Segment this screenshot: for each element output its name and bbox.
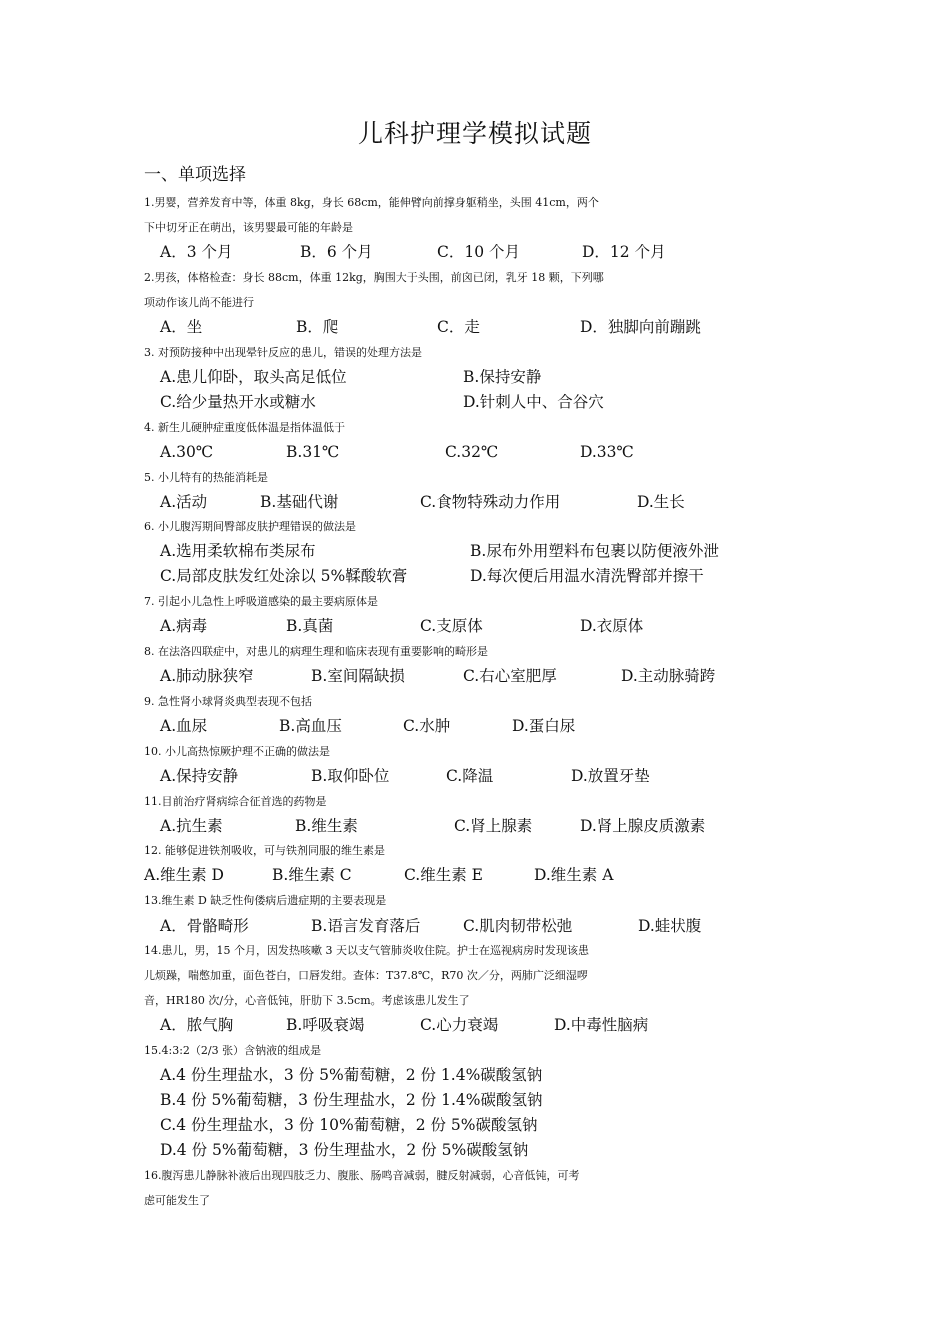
question-14-stem-cont-2: 音，HR180 次/分，心音低钝，肝肋下 3.5cm。考虑该患儿发生了 xyxy=(144,994,470,1007)
question-11-option-c: C.肾上腺素 xyxy=(454,817,533,835)
question-15-option-c: C.4 份生理盐水，3 份 10%葡萄糖，2 份 5%碳酸氢钠 xyxy=(160,1116,538,1134)
question-12-option-a: A.维生素 D xyxy=(144,866,224,884)
question-15-option-b: B.4 份 5%葡萄糖，3 份生理盐水，2 份 1.4%碳酸氢钠 xyxy=(160,1091,543,1109)
question-12-option-b: B.维生素 C xyxy=(272,866,352,884)
question-7-stem: 7. 引起小儿急性上呼吸道感染的最主要病原体是 xyxy=(144,595,378,608)
question-11-option-a: A.抗生素 xyxy=(160,817,223,835)
question-10-option-a: A.保持安静 xyxy=(160,767,239,785)
question-4-stem: 4. 新生儿硬肿症重度低体温是指体温低于 xyxy=(144,421,345,434)
question-10-stem: 10. 小儿高热惊厥护理不正确的做法是 xyxy=(144,745,330,758)
question-9-option-c: C.水肿 xyxy=(403,717,451,735)
question-6-option-c: C.局部皮肤发红处涂以 5%鞣酸软膏 xyxy=(160,567,408,585)
question-1-option-a: A．3 个月 xyxy=(160,243,233,261)
question-14-option-c: C.心力衰竭 xyxy=(420,1016,499,1034)
question-9-option-a: A.血尿 xyxy=(160,717,208,735)
question-10-option-b: B.取仰卧位 xyxy=(311,767,390,785)
question-12-stem: 12. 能够促进铁剂吸收，可与铁剂同服的维生素是 xyxy=(144,844,385,857)
question-5-stem: 5. 小儿特有的热能消耗是 xyxy=(144,471,268,484)
question-1-option-c: C．10 个月 xyxy=(437,243,521,261)
question-11-stem: 11.目前治疗肾病综合征首选的药物是 xyxy=(144,795,327,808)
question-14-option-b: B.呼吸衰竭 xyxy=(286,1016,365,1034)
question-13-option-a: A．骨骼畸形 xyxy=(160,917,249,935)
question-1-option-d: D．12 个月 xyxy=(582,243,666,261)
question-8-option-a: A.肺动脉狭窄 xyxy=(160,667,254,685)
question-7-option-c: C.支原体 xyxy=(420,617,483,635)
question-13-stem: 13.维生素 D 缺乏性佝偻病后遗症期的主要表现是 xyxy=(144,894,387,907)
question-8-option-d: D.主动脉骑跨 xyxy=(621,667,716,685)
question-9-option-b: B.高血压 xyxy=(279,717,342,735)
question-2-stem: 2.男孩，体格检查：身长 88cm，体重 12kg，胸围大于头围，前囟已闭，乳牙 18 颗，下列哪 xyxy=(144,271,604,284)
question-1-stem: 1.男婴，营养发育中等，体重 8kg，身长 68cm，能伸臂向前撑身躯稍坐，头围 41cm，两个 xyxy=(144,196,599,209)
question-14-option-a: A．脓气胸 xyxy=(160,1016,234,1034)
question-5-option-c: C.食物特殊动力作用 xyxy=(420,493,561,511)
question-7-option-a: A.病毒 xyxy=(160,617,208,635)
question-13-option-b: B.语言发育落后 xyxy=(311,917,421,935)
question-9-stem: 9. 急性肾小球肾炎典型表现不包括 xyxy=(144,695,312,708)
question-6-option-a: A.选用柔软棉布类尿布 xyxy=(160,542,316,560)
question-3-option-a: A.患儿仰卧，取头高足低位 xyxy=(160,368,347,386)
question-6-option-d: D.每次便后用温水清洗臀部并擦干 xyxy=(470,567,704,585)
question-10-option-d: D.放置牙垫 xyxy=(571,767,650,785)
question-13-option-c: C.肌肉韧带松弛 xyxy=(463,917,573,935)
question-11-option-b: B.维生素 xyxy=(295,817,358,835)
question-13-option-d: D.蛙状腹 xyxy=(638,917,702,935)
question-1-stem-cont: 下中切牙正在萌出，该男婴最可能的年龄是 xyxy=(144,221,353,234)
question-2-option-d: D．独脚向前蹦跳 xyxy=(580,318,701,336)
question-4-option-a: A.30℃ xyxy=(160,443,214,461)
question-14-stem-cont-1: 儿烦躁，喘憋加重，面色苍白，口唇发绀。查体：T37.8℃，R70 次／分，两肺广泛细湿啰 xyxy=(144,969,588,982)
question-12-option-c: C.维生素 E xyxy=(404,866,483,884)
question-4-option-b: B.31℃ xyxy=(286,443,340,461)
question-12-option-d: D.维生素 A xyxy=(534,866,614,884)
question-3-option-b: B.保持安静 xyxy=(463,368,542,386)
question-3-option-c: C.给少量热开水或糖水 xyxy=(160,393,316,411)
question-3-option-d: D.针刺人中、合谷穴 xyxy=(463,393,604,411)
question-3-stem: 3. 对预防接种中出现晕针反应的患儿，错误的处理方法是 xyxy=(144,346,422,359)
question-10-option-c: C.降温 xyxy=(446,767,494,785)
question-8-option-c: C.右心室肥厚 xyxy=(463,667,557,685)
question-2-option-c: C．走 xyxy=(437,318,480,336)
question-1-option-b: B．6 个月 xyxy=(300,243,373,261)
question-7-option-d: D.衣原体 xyxy=(580,617,644,635)
question-2-option-a: A．坐 xyxy=(160,318,203,336)
question-8-stem: 8. 在法洛四联症中，对患儿的病理生理和临床表现有重要影响的畸形是 xyxy=(144,645,488,658)
section-heading: 一、单项选择 xyxy=(144,165,246,185)
question-15-option-d: D.4 份 5%葡萄糖，3 份生理盐水，2 份 5%碳酸氢钠 xyxy=(160,1141,529,1159)
question-5-option-b: B.基础代谢 xyxy=(260,493,339,511)
question-15-stem: 15.4:3:2（2/3 张）含钠液的组成是 xyxy=(144,1044,322,1057)
question-7-option-b: B.真菌 xyxy=(286,617,334,635)
question-14-option-d: D.中毒性脑病 xyxy=(554,1016,649,1034)
question-5-option-a: A.活动 xyxy=(160,493,208,511)
question-9-option-d: D.蛋白尿 xyxy=(512,717,576,735)
question-16-stem: 16.腹泻患儿静脉补液后出现四肢乏力、腹胀、肠鸣音减弱，腱反射减弱，心音低钝，可考 xyxy=(144,1169,580,1182)
question-6-option-b: B.尿布外用塑料布包裹以防便液外泄 xyxy=(470,542,719,560)
question-5-option-d: D.生长 xyxy=(637,493,685,511)
question-11-option-d: D.肾上腺皮质激素 xyxy=(580,817,706,835)
question-4-option-c: C.32℃ xyxy=(445,443,499,461)
question-4-option-d: D.33℃ xyxy=(580,443,634,461)
question-6-stem: 6. 小儿腹泻期间臀部皮肤护理错误的做法是 xyxy=(144,520,356,533)
question-14-stem: 14.患儿，男，15 个月，因发热咳嗽 3 天以支气管肺炎收住院。护士在巡视病房时发现该患 xyxy=(144,944,589,957)
question-2-option-b: B．爬 xyxy=(296,318,339,336)
question-2-stem-cont: 项动作该儿尚不能进行 xyxy=(144,296,254,309)
question-16-stem-cont: 虑可能发生了 xyxy=(144,1194,210,1207)
question-15-option-a: A.4 份生理盐水，3 份 5%葡萄糖，2 份 1.4%碳酸氢钠 xyxy=(160,1066,543,1084)
question-8-option-b: B.室间隔缺损 xyxy=(311,667,405,685)
page-title: 儿科护理学模拟试题 xyxy=(357,119,592,148)
